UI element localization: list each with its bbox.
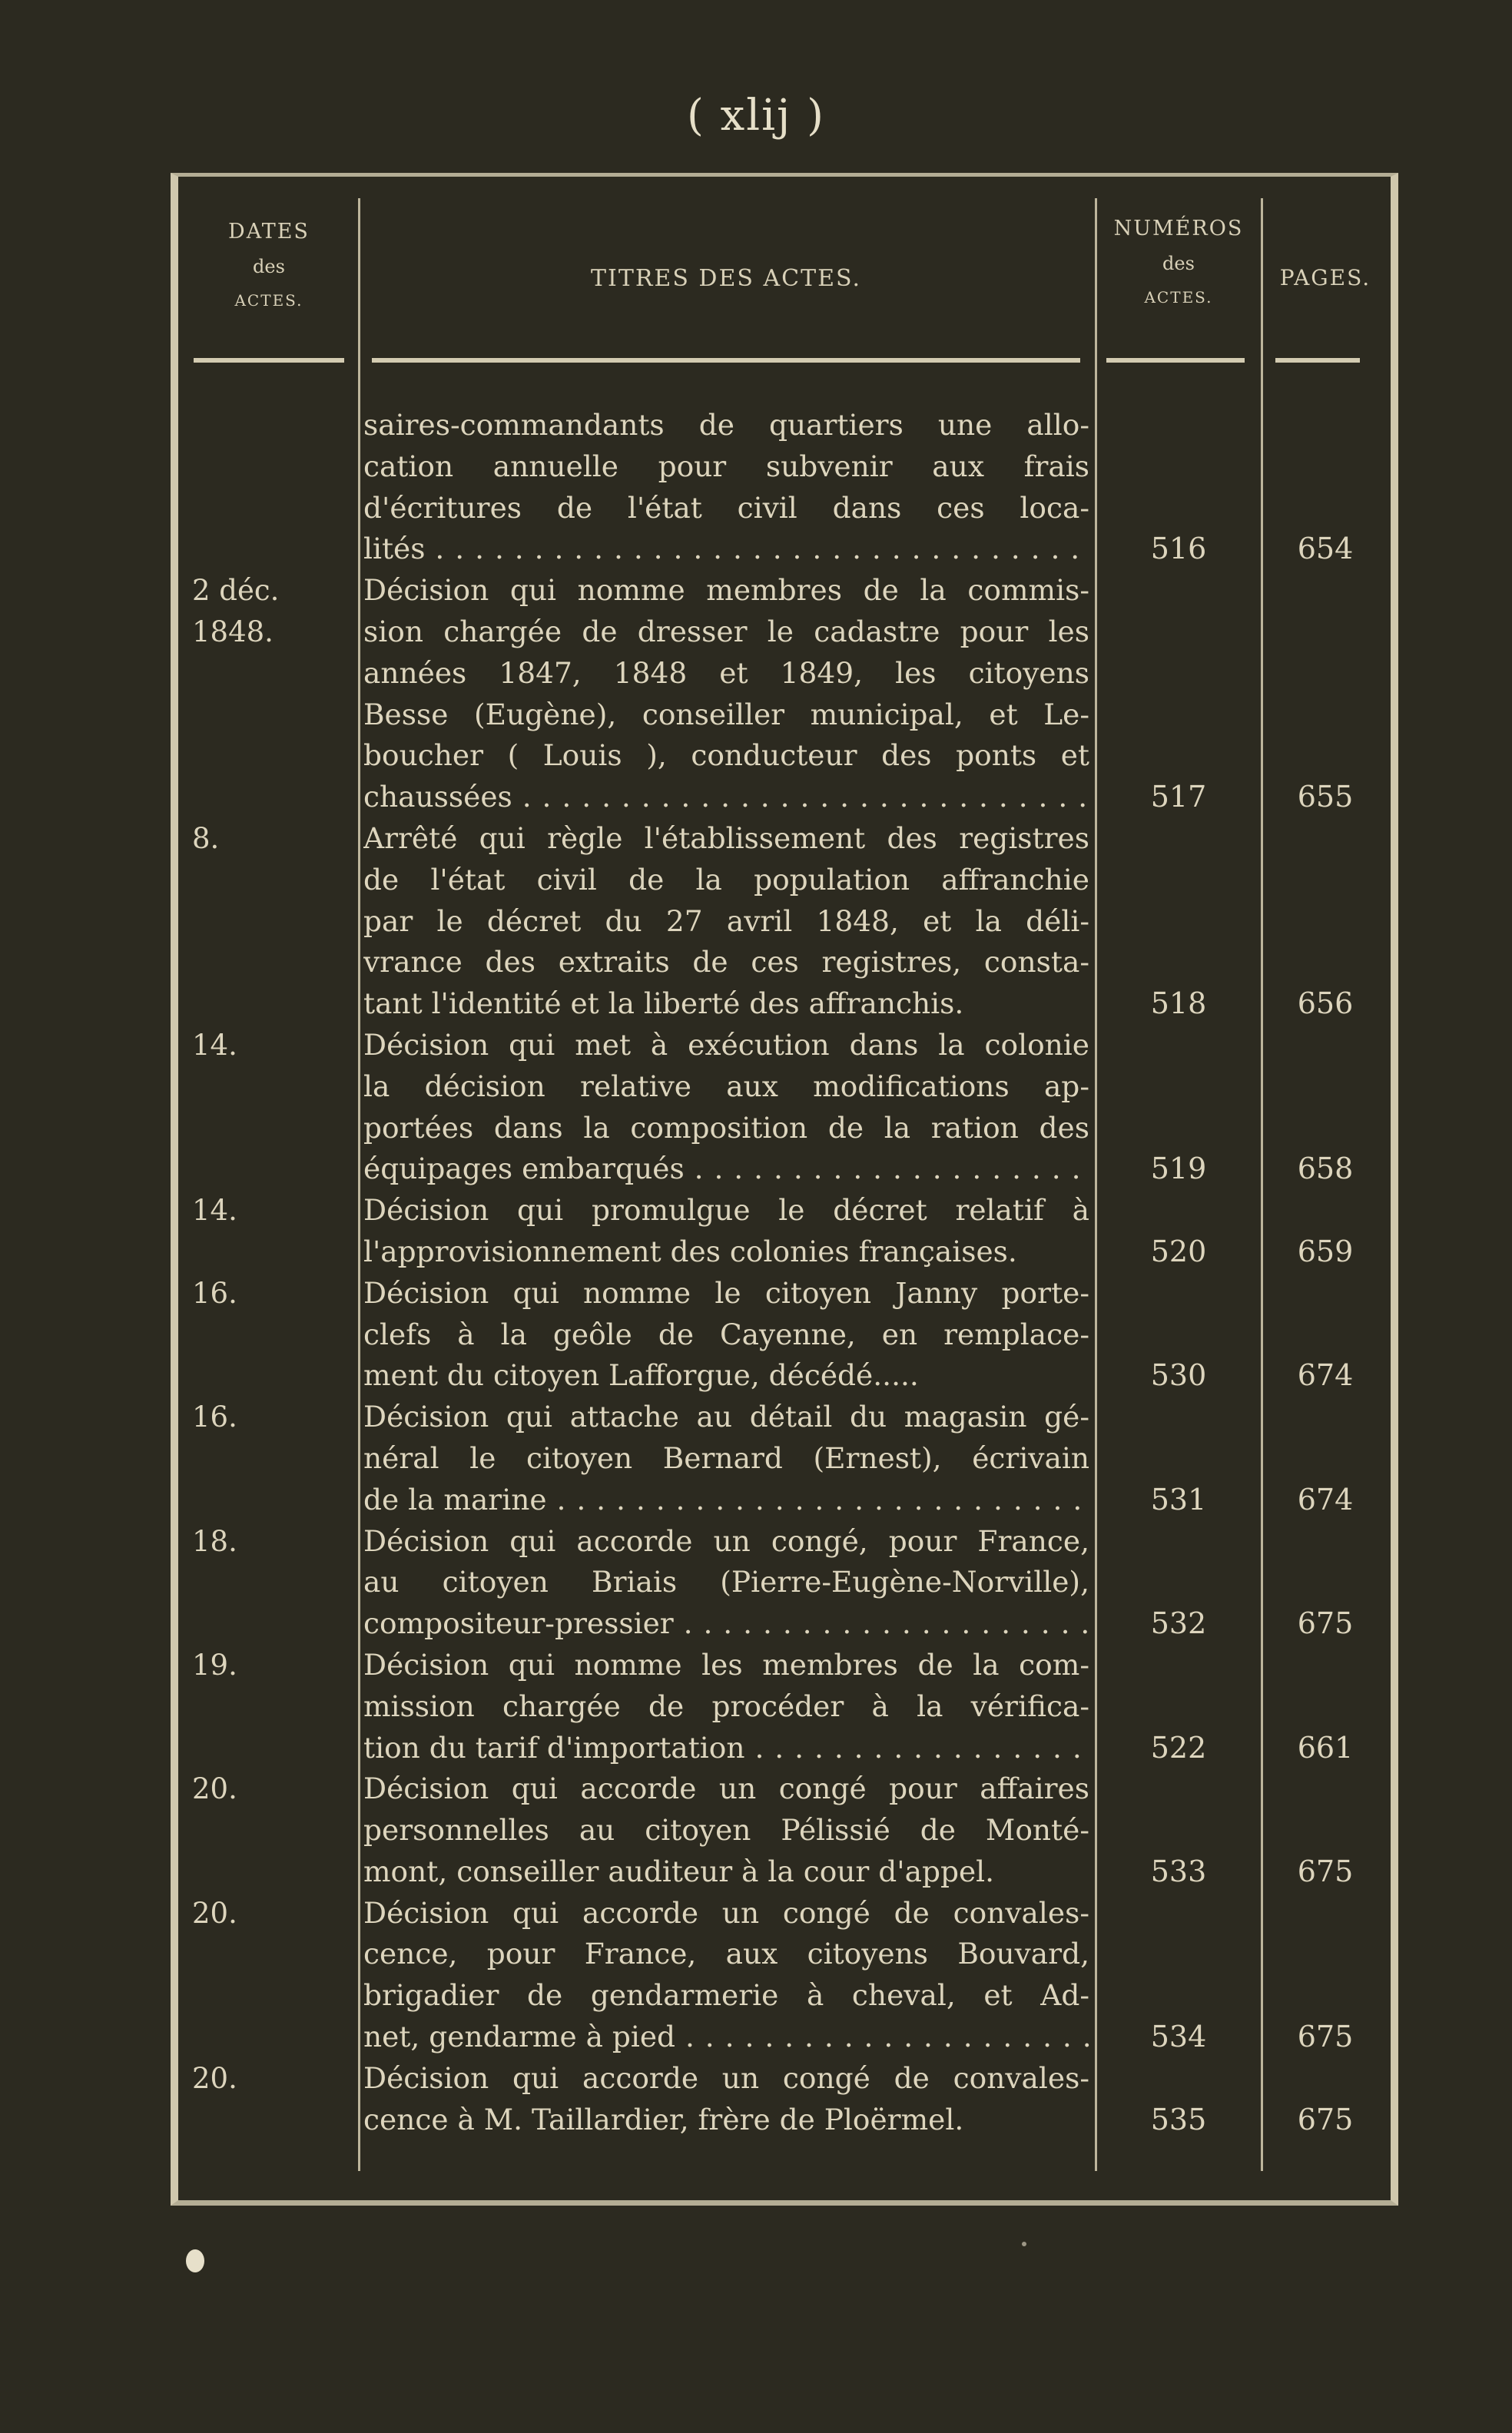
- act-number: 532: [1150, 1606, 1207, 1641]
- act-number: 517: [1150, 780, 1207, 814]
- header-dates: [188, 220, 350, 310]
- act-title-line: Décision qui nomme les membres de la com-: [363, 1647, 1089, 1682]
- act-title-line: tion du tarif d'importation . . .: [363, 1728, 1089, 1769]
- act-page: 658: [1297, 1152, 1354, 1186]
- header-pages: PAGES.: [1279, 265, 1371, 290]
- act-date: 2 déc. 1848.: [192, 574, 280, 648]
- act-title-line: l'approvisionnement des colonies françaises.: [363, 1234, 1017, 1268]
- header-numeros: [1099, 217, 1258, 307]
- act-number: 533: [1150, 1854, 1207, 1888]
- act-title-line: Décision qui accorde un congé de convales-: [363, 2060, 1089, 2095]
- act-title-line: de la marine . . .: [363, 1480, 1089, 1521]
- act-title-line: cence à M. Taillardier, frère de Ploërmel.: [363, 2102, 964, 2136]
- act-page: 675: [1297, 2020, 1354, 2054]
- act-entry: [0, 2058, 1512, 2141]
- act-number: 516: [1150, 532, 1207, 566]
- header-numeros-line-2: des: [1162, 253, 1195, 274]
- act-entry: [0, 1025, 1512, 1190]
- act-page: 674: [1297, 1482, 1354, 1516]
- act-entry: [0, 818, 1512, 1025]
- act-title-line: Décision qui attache au détail du magasin gé-: [363, 1400, 1089, 1434]
- header-titles: TITRES DES ACTES.: [590, 265, 862, 292]
- act-date: 8.: [192, 821, 220, 855]
- act-title: [363, 818, 1089, 1025]
- act-entry: [0, 1768, 1512, 1892]
- act-title: [363, 405, 1089, 570]
- header-dates-line-1: DATES: [228, 220, 310, 244]
- act-title: [363, 570, 1089, 818]
- act-title-line: cence, pour France, aux citoyens Bouvard,: [363, 1937, 1089, 1971]
- act-title-line: vrance des extraits de ces registres, consta-: [363, 945, 1089, 979]
- act-page: 655: [1297, 780, 1354, 814]
- act-number: 535: [1150, 2102, 1207, 2136]
- header-dates-line-2: des: [253, 256, 285, 277]
- act-page: 675: [1297, 1854, 1354, 1888]
- act-title-line: Arrêté qui règle l'établissement des registres: [363, 820, 1089, 855]
- act-title-line: chaussées . . .: [363, 777, 1089, 818]
- act-title-line: net, gendarme à pied . . .: [363, 2017, 1089, 2058]
- act-title-line: sion chargée de dresser le cadastre pour les: [363, 614, 1089, 648]
- act-title-line: mission chargée de procéder à la vérifica-: [363, 1689, 1089, 1723]
- act-date: 16.: [192, 1276, 237, 1310]
- header-numeros-line-3: ACTES.: [1144, 288, 1213, 307]
- act-number: 518: [1150, 986, 1207, 1021]
- act-title-line: néral le citoyen Bernard (Ernest), écrivain: [363, 1440, 1089, 1475]
- act-date: 14.: [192, 1028, 237, 1062]
- act-title-line: cation annuelle pour subvenir aux frais: [363, 449, 1089, 483]
- act-title-line: compositeur-pressier . . .: [363, 1603, 1089, 1645]
- act-page: 675: [1297, 1606, 1354, 1641]
- act-entry: [0, 1190, 1512, 1273]
- act-page: 675: [1297, 2102, 1354, 2136]
- act-number: 522: [1150, 1730, 1207, 1765]
- act-date: 20.: [192, 1772, 237, 1806]
- act-date: 20.: [192, 2061, 237, 2095]
- act-title-line: clefs à la geôle de Cayenne, en remplace-: [363, 1317, 1089, 1351]
- ink-spot: [1022, 2242, 1026, 2246]
- act-entry: [0, 1273, 1512, 1397]
- act-date: 20.: [192, 1896, 237, 1930]
- act-number: 534: [1150, 2020, 1207, 2054]
- act-date: 19.: [192, 1648, 237, 1682]
- header-numeros-line-1: NUMÉROS: [1113, 217, 1244, 240]
- act-title-line: Décision qui accorde un congé, pour France,: [363, 1523, 1089, 1558]
- header-rule-dates: [194, 358, 344, 363]
- act-entry: [0, 1397, 1512, 1520]
- act-title-line: la décision relative aux modifications ap-: [363, 1069, 1089, 1103]
- act-page: 674: [1297, 1358, 1354, 1393]
- act-page: 661: [1297, 1730, 1354, 1765]
- act-entry: [0, 1521, 1512, 1645]
- header-dates-line-3: ACTES.: [234, 291, 303, 310]
- act-title-line: années 1847, 1848 et 1849, les citoyens: [363, 655, 1089, 690]
- header-rule-pages: [1275, 358, 1360, 363]
- act-number: 530: [1150, 1358, 1207, 1393]
- act-title-line: saires-commandants de quartiers une allo-: [363, 408, 1089, 442]
- act-title: [363, 1521, 1089, 1645]
- act-title-line: équipages embarqués . . .: [363, 1149, 1089, 1190]
- act-title-line: personnelles au citoyen Pélissié de Monté-: [363, 1813, 1089, 1848]
- act-page: 656: [1297, 986, 1354, 1021]
- act-title-line: Décision qui met à exécution dans la colonie: [363, 1027, 1089, 1062]
- act-entry: [0, 1645, 1512, 1768]
- act-page: 654: [1297, 532, 1354, 566]
- act-title: [363, 1273, 1089, 1397]
- act-title: [363, 1397, 1089, 1520]
- act-title-line: Décision qui promulgue le décret relatif à: [363, 1193, 1089, 1228]
- act-title-line: mont, conseiller auditeur à la cour d'appel.: [363, 1854, 995, 1888]
- act-date: 14.: [192, 1194, 237, 1228]
- act-title-line: d'écritures de l'état civil dans ces loca-: [363, 490, 1089, 525]
- act-title-line: tant l'identité et la liberté des affranchis.: [363, 986, 964, 1021]
- act-entry: [0, 405, 1512, 570]
- act-title: [363, 1025, 1089, 1190]
- act-page: 659: [1297, 1234, 1354, 1268]
- act-title-line: de l'état civil de la population affranchie: [363, 862, 1089, 897]
- act-title: [363, 1768, 1089, 1892]
- acts-list: [0, 405, 1512, 2140]
- page-number: ( xlij ): [686, 91, 826, 141]
- act-title-line: portées dans la composition de la ration des: [363, 1110, 1089, 1145]
- act-title-line: ment du citoyen Lafforgue, décédé.....: [363, 1358, 919, 1393]
- act-title-line: Besse (Eugène), conseiller municipal, et Le-: [363, 697, 1089, 731]
- header-rule-titles: [372, 358, 1080, 363]
- act-number: 519: [1150, 1152, 1207, 1186]
- act-title-line: lités . . .: [363, 529, 1089, 570]
- act-title: [363, 1645, 1089, 1768]
- act-title-line: Décision qui accorde un congé pour affaires: [363, 1772, 1089, 1806]
- act-entry: [0, 570, 1512, 818]
- act-date: 16.: [192, 1400, 237, 1434]
- ink-spot: [186, 2249, 204, 2272]
- act-title-line: brigadier de gendarmerie à cheval, et Ad-: [363, 1978, 1089, 2013]
- act-title-line: Décision qui nomme le citoyen Janny porte-: [363, 1275, 1089, 1310]
- header-rule-numeros: [1106, 358, 1245, 363]
- act-entry: [0, 1893, 1512, 2058]
- act-title-line: boucher ( Louis ), conducteur des ponts et: [363, 738, 1089, 773]
- act-title-line: par le décret du 27 avril 1848, et la déli-: [363, 903, 1089, 938]
- act-number: 520: [1150, 1234, 1207, 1268]
- act-title: [363, 1893, 1089, 2058]
- act-title-line: au citoyen Briais (Pierre-Eugène-Norville),: [363, 1565, 1089, 1599]
- act-title-line: Décision qui nomme membres de la commis-: [363, 573, 1089, 608]
- act-number: 531: [1150, 1482, 1207, 1516]
- act-title-line: Décision qui accorde un congé de convales-: [363, 1895, 1089, 1930]
- act-title: [363, 1190, 1089, 1273]
- act-title: [363, 2058, 1089, 2141]
- act-date: 18.: [192, 1524, 237, 1558]
